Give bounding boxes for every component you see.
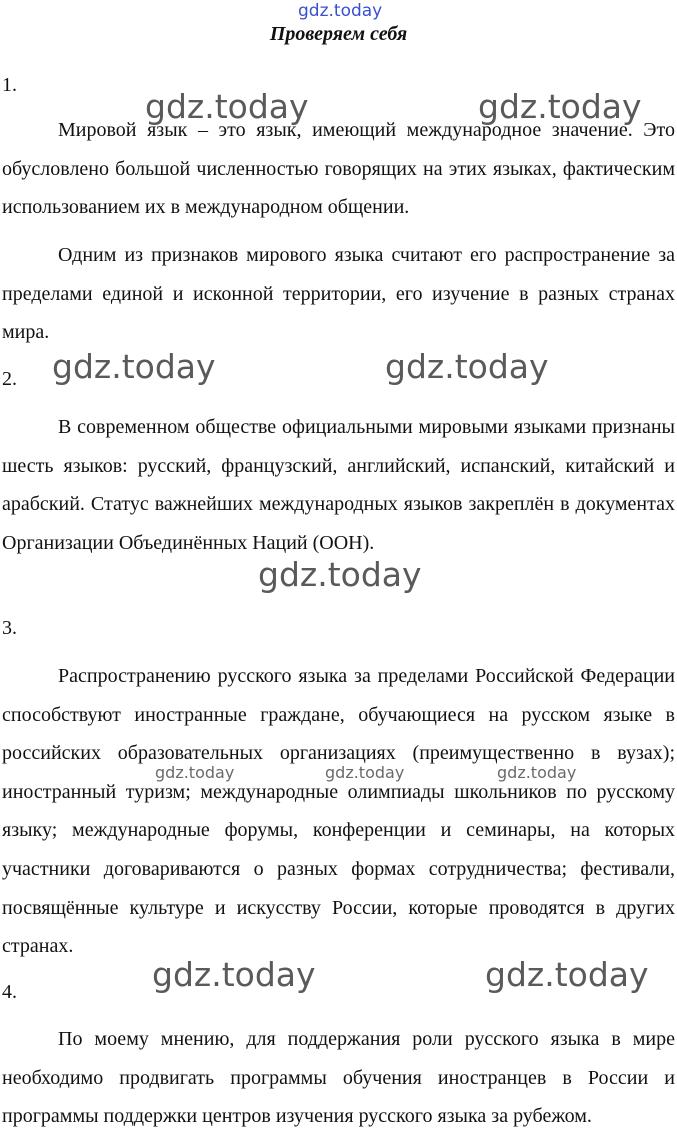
- paragraph: По моему мнению, для поддержания роли русского языка в мире необходимо продвигать программы обучения иностранцев в России и программы поддержки центров изучения русского языка за рубежом.: [2, 1028, 675, 1128]
- paragraph: Одним из признаков мирового языка считают его распространение за пределами единой и исконной территории, его изучение в разных странах мира.: [2, 244, 675, 344]
- paragraph: Мировой язык – это язык, имеющий международное значение. Это обусловлено большой численностью говорящих на этих языках, фактическим использованием их в международном общении.: [2, 119, 675, 219]
- watermark-top: gdz.today: [298, 1, 383, 21]
- watermark: gdz.today: [145, 87, 309, 126]
- watermark-small: gdz.today: [325, 763, 405, 782]
- section-number: 4.: [2, 981, 17, 1003]
- watermark: gdz.today: [478, 87, 642, 126]
- paragraph: В современном обществе официальными мировыми языками признаны шесть языков: русский, французский, английский, испанский, китайский и арабский. Статус важнейших международных языков закреплён в документах Организации Объединённых Наций (ООН).: [2, 416, 675, 554]
- page-title: Проверяем себя: [269, 23, 408, 45]
- watermark: gdz.today: [258, 555, 422, 594]
- section-number: 3.: [2, 617, 17, 639]
- paragraph: Распространению русского языка за пределами Российской Федерации способствуют иностранные граждане, обучающиеся на русском языке в российских образовательных организациях (преимущественно в вузах); иностранный туризм; международные олимпиады школьников по русскому языку; международные форумы, конференции и семинары, на которых участники договариваются о разных формах сотрудничества; фестивали, посвящённые культуре и искусству России, которые проводятся в других странах.: [2, 665, 675, 958]
- section-number: 1.: [2, 74, 17, 96]
- section-number: 2.: [2, 368, 17, 390]
- watermark-small: gdz.today: [497, 763, 577, 782]
- watermark: gdz.today: [385, 347, 549, 386]
- watermark-small: gdz.today: [155, 763, 235, 782]
- watermark: gdz.today: [485, 955, 649, 994]
- watermark: gdz.today: [152, 955, 316, 994]
- watermark: gdz.today: [52, 347, 216, 386]
